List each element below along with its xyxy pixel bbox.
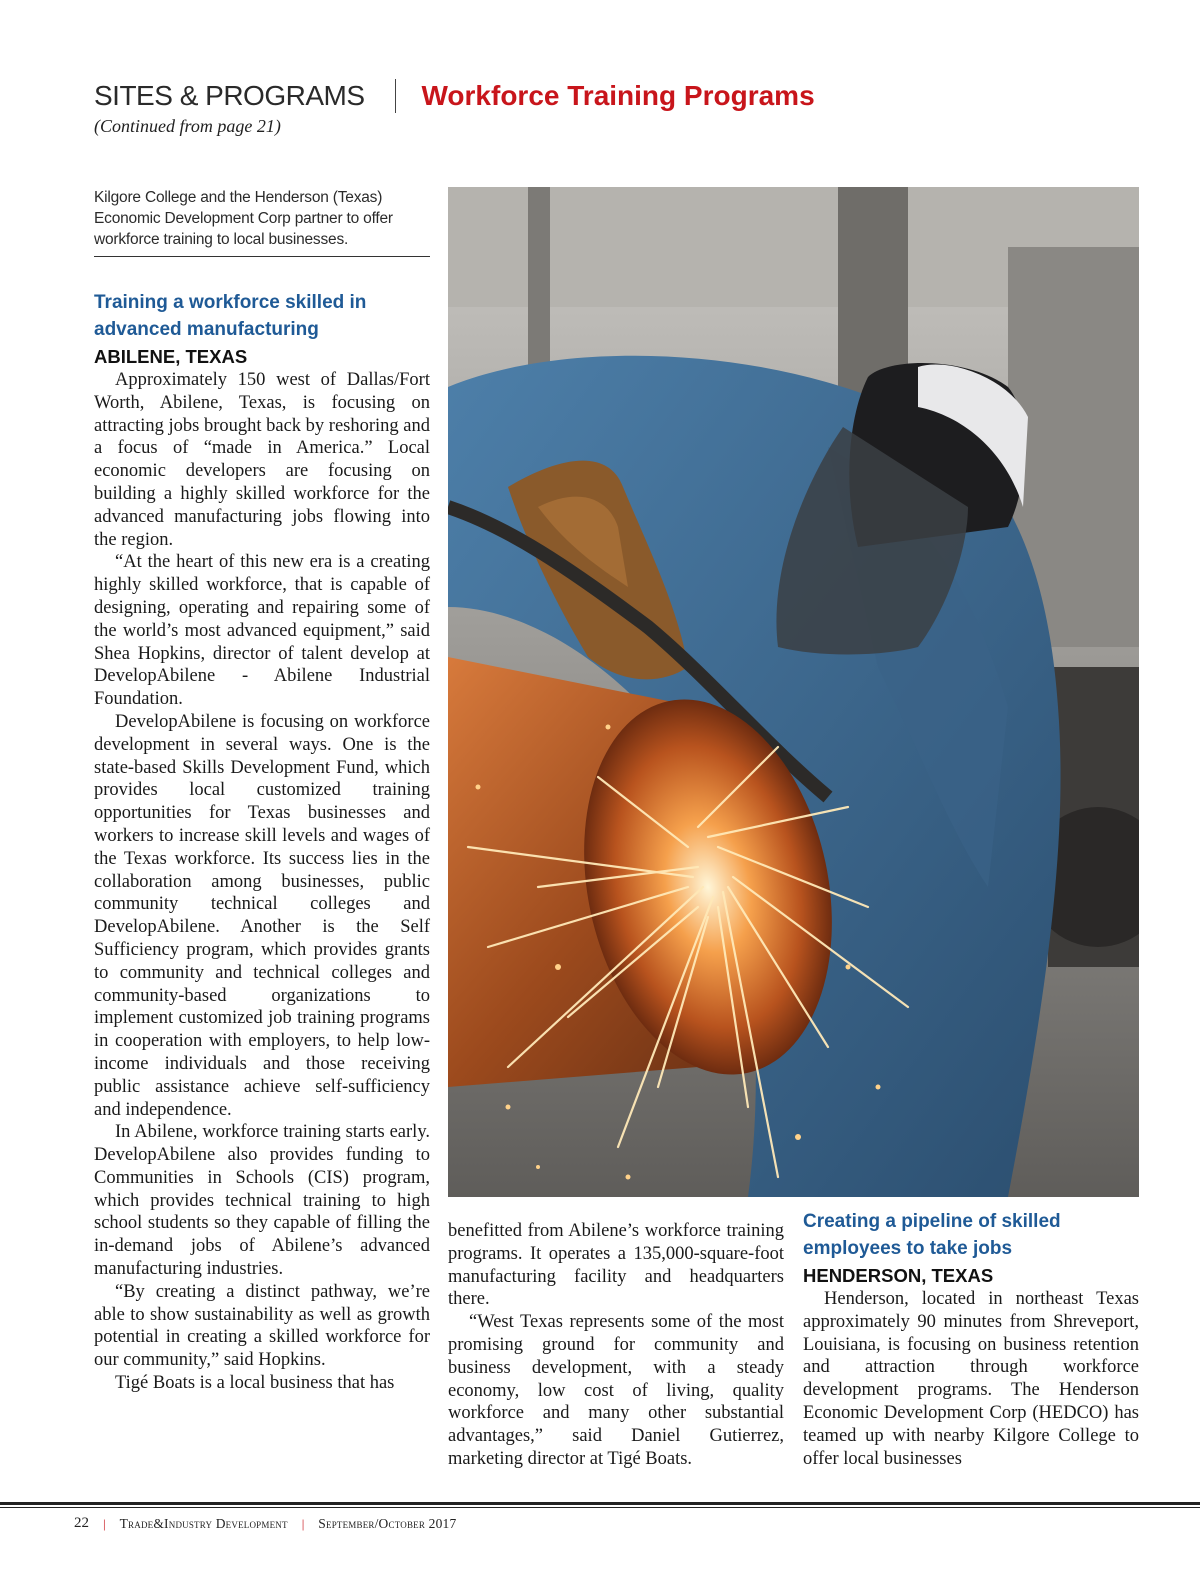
paragraph: “By creating a distinct pathway, we’re able to show sustainability as well as growth potential in creating a skilled workforce for our community,” said Hopkins. xyxy=(94,1281,430,1371)
article-subhead: Training a workforce skilled in advanced manufacturing xyxy=(94,292,367,340)
section-label: SITES & PROGRAMS xyxy=(94,80,365,111)
dateline: ABILENE, TEXAS xyxy=(94,346,248,367)
text-column-1 xyxy=(94,289,430,1395)
paragraph: Approximately 150 west of Dallas/Fort Worth, Abilene, Texas, is focusing on attracting jobs brought back by reshoring and a focus of “made in America.” Local economic developers are focusing on building a highly skilled workforce for the advanced manufacturing jobs flowing into the region. xyxy=(94,370,430,550)
page-footer xyxy=(74,1515,456,1532)
text-column-3 xyxy=(803,1208,1139,1470)
photo-caption: Kilgore College and the Henderson (Texas) Economic Development Corp partner to offer workforce training to local businesses. xyxy=(94,189,393,248)
paragraph: In Abilene, workforce training starts early. DevelopAbilene also provides funding to Communities in Schools (CIS) program, which provides technical training to high school students so they capable of filling the in-demand jobs of Abilene’s advanced manufacturing industries. xyxy=(94,1122,430,1280)
header-divider xyxy=(395,79,396,113)
welder-photo xyxy=(448,187,1139,1197)
paragraph: Tigé Boats is a local business that has xyxy=(115,1373,395,1394)
paragraph: Henderson, located in northeast Texas approximately 90 minutes from Shreveport, Louisiana, is focusing on business retention and attraction through workforce development programs. The Henderson Economic Development Corp (HEDCO) has teamed up with nearby Kilgore College to offer local businesses xyxy=(803,1289,1139,1469)
text-column-2 xyxy=(448,1220,784,1471)
footer-separator: | xyxy=(103,1515,106,1531)
article-subhead: Creating a pipeline of skilled employees to take jobs xyxy=(803,1211,1061,1259)
footer-rule xyxy=(0,1502,1200,1505)
page-header xyxy=(94,76,815,116)
caption-rule xyxy=(94,256,430,257)
paragraph: “At the heart of this new era is a creating highly skilled workforce, that is capable of designing, operating and repairing some of the world’s most advanced equipment,” said Shea Hopkins, director of talent develop at DevelopAbilene - Abilene Industrial Foundation. xyxy=(94,552,430,710)
magazine-name: Trade&Industry Development xyxy=(119,1515,288,1531)
footer-separator: | xyxy=(301,1515,305,1531)
issue-date: September/October 2017 xyxy=(318,1515,457,1531)
paragraph: benefitted from Abilene’s workforce training programs. It operates a 135,000-square-foot manufacturing facility and headquarters there. xyxy=(448,1221,784,1310)
dateline: HENDERSON, TEXAS xyxy=(803,1265,994,1286)
continued-note: (Continued from page 21) xyxy=(94,116,281,136)
paragraph: “West Texas represents some of the most promising ground for community and business development, with a steady economy, low cost of living, quality workforce and many other substantial advantages,” said Daniel Gutierrez, marketing director at Tigé Boats. xyxy=(448,1312,784,1469)
footer-rule xyxy=(0,1507,1200,1508)
page-number: 22 xyxy=(74,1515,89,1531)
paragraph: DevelopAbilene is focusing on workforce development in several ways. One is the state-based Skills Development Fund, which provides local customized training opportunities for Texas businesses and workers to increase skill levels and wages of the Texas workforce. Its success lies in the collaboration among businesses, public community technical colleges and DevelopAbilene. Another is the Self Sufficiency program, which provides grants to community and technical colleges and community-based organizations to implement customized job training programs in cooperation with employers, to help low-income individuals and those receiving public assistance achieve self-sufficiency and independence. xyxy=(94,711,430,1120)
section-title: Workforce Training Programs xyxy=(421,80,815,111)
